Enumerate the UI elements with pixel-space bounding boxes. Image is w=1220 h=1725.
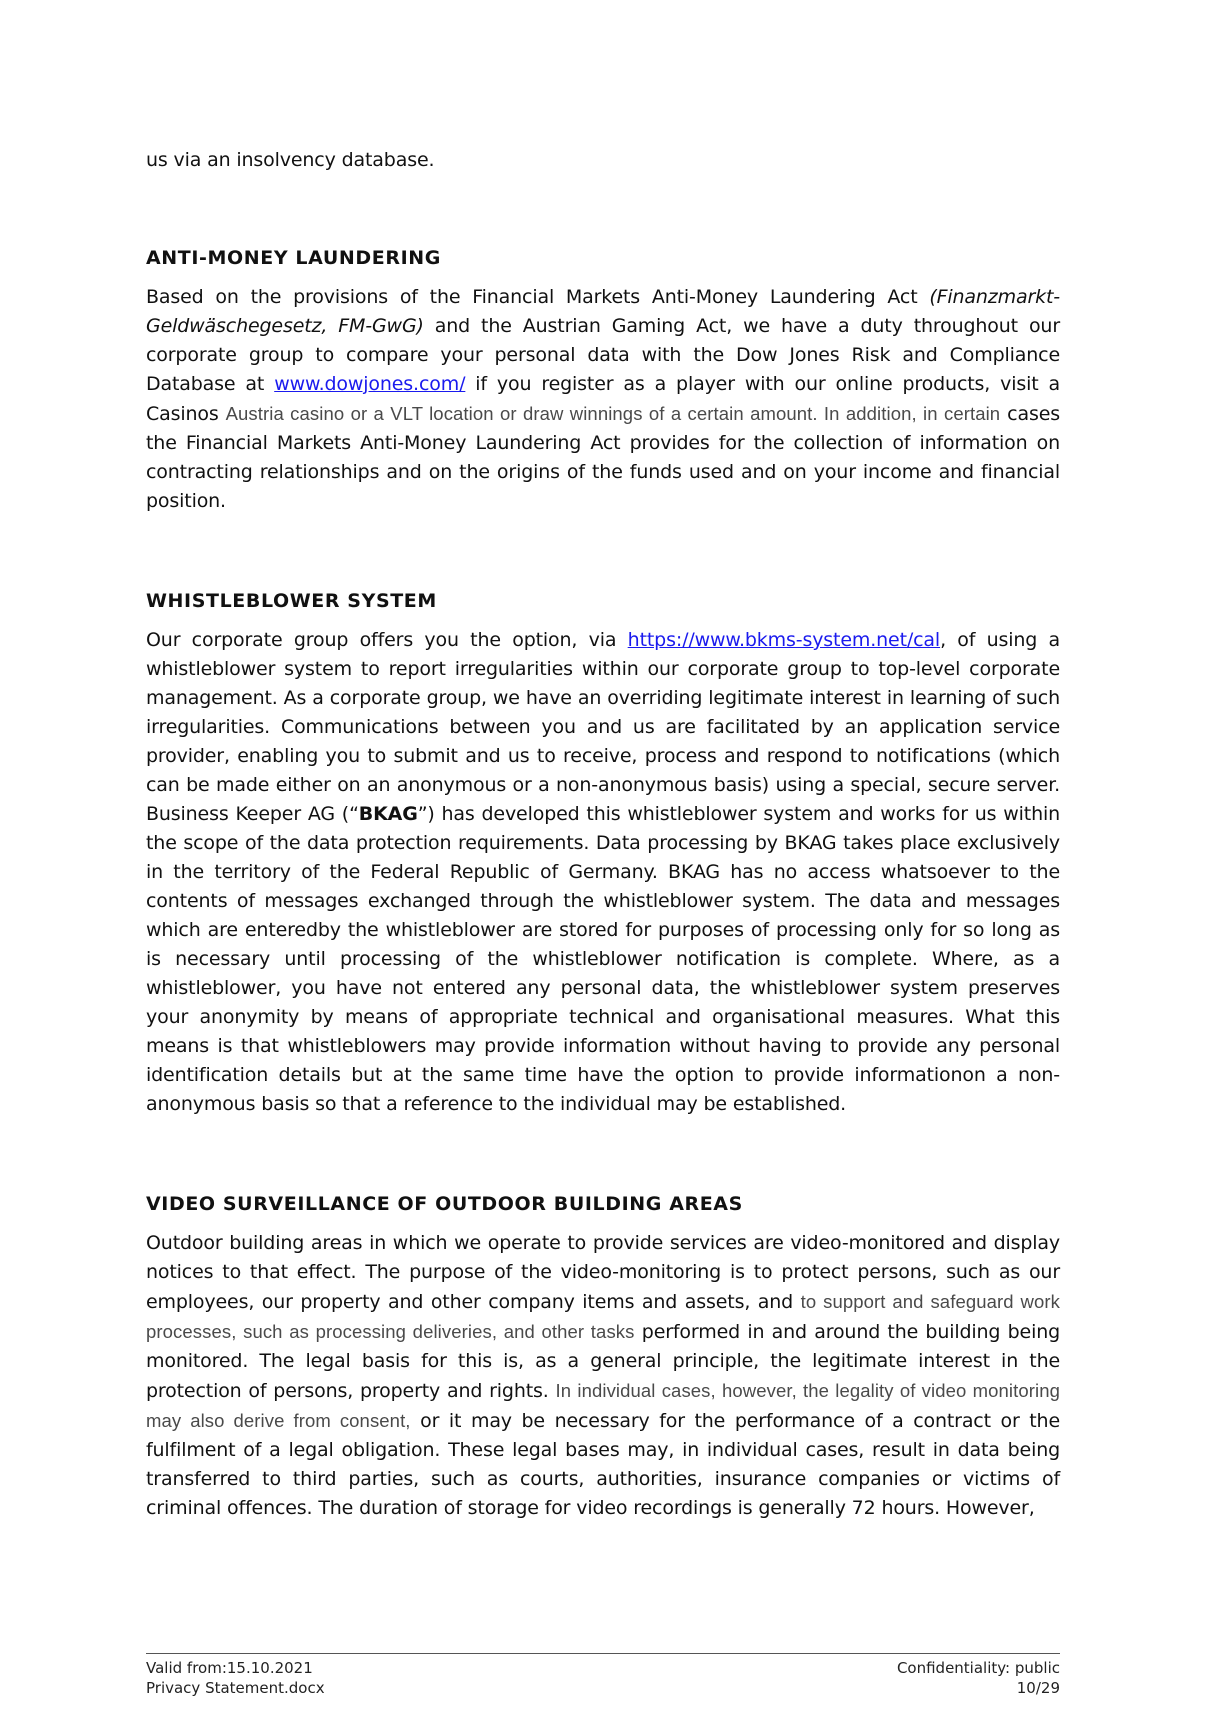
body-text: if you register as a player with our online products, visit a Casinos <box>146 373 1061 425</box>
body-text: Our corporate group offers you the option, via <box>146 629 628 651</box>
valid-from: Valid from:15.10.2021 <box>146 1659 313 1677</box>
body-text: Outdoor building areas in which we operate to provide services are video-monitored and display notices to that effect. The purpose of the video-monitoring is to protect persons, such as our employees, our property and other company items and assets, and <box>146 1232 1060 1313</box>
section-body <box>146 626 1060 1119</box>
page-number: 10/29 <box>1016 1679 1060 1697</box>
body-text: or it may be necessary for the performance of a contract or the fulfilment of a legal obligation. These legal bases may, in individual cases, result in data being transferred to third parties, such as courts, authorities, insurance companies or victims of criminal offences. The duration of storage for video recordings is generally 72 hours. However, <box>146 1410 1060 1519</box>
body-text: ”) has developed this whistleblower system and works for us within the scope of the data protection requirements. Data processing by BKAG takes place exclusively in the territory of the Federal Republic of Germany. BKAG has no access whatsoever to the contents of messages exchanged through the whistleblower system. The data and messages which are enteredby the whistleblower are stored for purposes of processing only for so long as is necessary until processing of the whistleblower notification is complete. Where, as a whistleblower, you have not entered any personal data, the whistleblower system preserves your anonymity by means of appropriate technical and organisational measures. What this means is that whistleblowers may provide information without having to provide any personal identification details but at the same time have the option to provide informationon a non-anonymous basis so that a reference to the individual may be established. <box>146 803 1061 1115</box>
footer-row <box>146 1658 1060 1678</box>
section-anti-money-laundering <box>146 245 1060 516</box>
section-body <box>146 1229 1060 1523</box>
italic-term: (Finanzmarkt-Geldwäschegesetz, FM-GwG) <box>146 286 1060 337</box>
page-content <box>146 146 1060 1523</box>
dowjones-link[interactable]: www.dowjones.com/ <box>274 373 466 395</box>
file-name: Privacy Statement.docx <box>146 1679 325 1697</box>
section-video-surveillance <box>146 1191 1060 1523</box>
body-text-light: to support and safeguard work processes, such as processing deliveries, and other tasks <box>146 1291 1060 1342</box>
body-text: and the Austrian Gaming Act, we have a duty throughout our corporate group to compare your personal data with the Dow Jones Risk and Compliance Database at <box>146 315 1060 395</box>
body-text: Based on the provisions of the Financial Markets Anti-Money Laundering Act <box>146 286 930 308</box>
body-text: performed in and around the building being monitored. The legal basis for this is, as a general principle, the legitimate interest in the protection of persons, property and rights. <box>146 1321 1060 1402</box>
page-footer <box>146 1653 1060 1698</box>
footer-row <box>146 1678 1060 1698</box>
confidentiality: Confidentiality: public <box>896 1659 1060 1677</box>
bkms-link[interactable]: https://www.bkms-system.net/cal <box>627 629 941 651</box>
intro-text: us via an insolvency database. <box>146 149 435 171</box>
section-body <box>146 283 1060 516</box>
section-heading: ANTI-MONEY LAUNDERING <box>146 247 441 269</box>
section-heading: WHISTLEBLOWER SYSTEM <box>146 590 437 612</box>
body-text-light: Austria casino or a VLT location or draw winnings of a certain amount. In addition, in certain <box>225 403 1001 424</box>
body-text-light: In individual cases, however, the legality of video monitoring may also derive from consent, <box>146 1380 1060 1431</box>
body-text: , of using a whistleblower system to report irregularities within our corporate group to top-level corporate management. As a corporate group, we have an overriding legitimate interest in learning of such irregularities. Communications between you and us are facilitated by an application service provider, enabling you to submit and us to receive, process and respond to notifications (which can be made either on an anonymous or a non-anonymous basis) using a special, secure server. Business Keeper AG (“ <box>146 629 1060 825</box>
section-whistleblower-system <box>146 588 1060 1119</box>
section-heading: VIDEO SURVEILLANCE OF OUTDOOR BUILDING AREAS <box>146 1193 743 1215</box>
bold-term: BKAG <box>358 803 418 825</box>
body-text: cases the Financial Markets Anti-Money Laundering Act provides for the collection of information on contracting relationships and on the origins of the funds used and on your income and financial position. <box>146 403 1060 512</box>
